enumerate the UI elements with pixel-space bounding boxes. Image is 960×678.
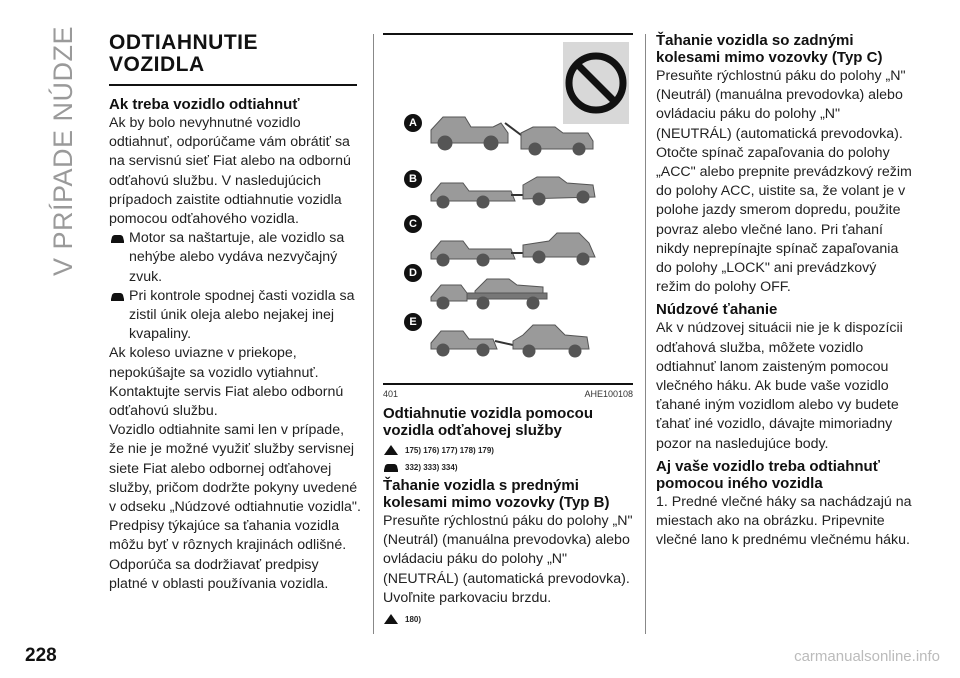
note-references [383,613,633,625]
title-rule [109,84,357,86]
column-left [109,32,361,594]
paragraph: Ak koleso uviazne v priekope, nepokúšajte sa vozidlo vytiahnuť. Kontaktujte servis Fiat alebo odbornú odťahovú službu. [109,345,344,420]
chapter-title-line: ODTIAHNUTIE [109,31,258,54]
paragraph: Vozidlo odtiahnite sami len v prípade, že nie je možné využiť služby servisnej siete Fiat alebo odbornej odťahovej služby, pričom dodržte pokyny uvedené v odseku „Núdzové odtiahnutie vozidla". Predpisy týkajúce sa ťahania vozidla môžu byť v rôznych krajinách odlišné. Odporúča sa dodržiavať predpisy platné v oblasti používania vozidla. [109,422,361,592]
figure-label-e: E [404,313,422,331]
prohibition-icon [563,42,629,124]
section-heading: Ak treba vozidlo odtiahnuť [109,96,300,113]
chapter-title-line: VOZIDLA [109,53,205,76]
section-heading: Odtiahnutie vozidla pomocou vozidla odťahovej služby [383,405,593,439]
warning-item [109,287,361,345]
tow-scene-c [431,233,595,266]
paragraph: 1. Predné vlečné háky sa nachádzajú na miestach ako na obrázku. Pripevnite vlečné lano k prednému vlečnému háku. [656,493,912,549]
figure-label-d: D [404,264,422,282]
towing-illustration [383,35,633,383]
figure-number: 401 [383,389,399,399]
figure-label-b: B [404,170,422,188]
figure-code: AHE100108 [584,389,633,399]
column-middle [383,32,633,629]
paragraph: Ak v núdzovej situácii nie je k dispozícii odťahová služba, môžete vozidlo odtiahnuť lanom zaisteným pomocou vlečného háku. Ak bude vaše vozidlo ťahané iným vozidlom alebo vy budete ťahať iné vozidlo, dávajte mimoriadny pozor na nasledujúce body. [656,320,903,452]
reference-numbers: 175) 176) 177) 178) 179) [405,445,494,455]
section-heading: Aj vaše vozidlo treba odtiahnuť pomocou iného vozidla [656,457,880,492]
paragraph: Presuňte rýchlostnú páku do polohy „N" (Neutrál) (manuálna prevodovka) alebo ovládaciu páku do polohy „N" (NEUTRÁL) (automatická prevodovka). Otočte spínač zapaľovania do polohy „ACC" alebo prepnite prevádzkový režim do polohy ACC, uistite sa, že volant je v polohe jazdy smerom dopredu, použite povraz alebo vlečné lano. Pri ťahaní nikdy neprepínajte spínač zapaľovania do polohy „LOCK" ani prevádzkový režim do polohy OFF. [656,68,912,296]
section-heading: Núdzové ťahanie [656,301,778,319]
column-divider [373,34,374,634]
paragraph: Presuňte rýchlostnú páku do polohy „N" (Neutrál) (manuálna prevodovka) alebo ovládaciu páku do polohy „N" (NEUTRÁL) (automatická prevodovka). Uvoľnite parkovaciu brzdu. [383,513,633,606]
car-warning-icon [110,233,125,244]
warning-item [109,229,361,287]
warning-text: Motor sa naštartuje, ale vozidlo sa nehýbe alebo vydáva nezvyčajný zvuk. [129,230,345,285]
tow-scene-d [431,279,547,309]
watermark: carmanualsonline.info [794,648,940,665]
note-references [383,444,633,456]
car-note-icon [383,461,399,473]
figure-label-a: A [404,114,422,132]
column-right [656,32,912,550]
chapter-side-tab: V PRÍPADE NÚDZE [48,26,78,277]
column-divider [645,34,646,634]
tow-scene-b [431,177,595,208]
reference-numbers: 180) [405,614,422,624]
warning-triangle-icon [383,613,399,625]
tow-scene-e [431,325,589,357]
section-heading: Ťahanie vozidla so zadnými kolesami mimo vozovky (Typ C) [656,32,883,66]
warning-triangle-icon [383,444,399,456]
paragraph: Ak by bolo nevyhnutné vozidlo odtiahnuť, odporúčame vám obrátiť sa na servisnú sieť Fiat alebo na odbornú odťahovú službu. V nasledujúcich prípadoch zaistite odtiahnutie vozidla pomocou odťahového vozidla. [109,115,351,228]
chapter-title [109,32,361,76]
section-heading: Ťahanie vozidla s prednými kolesami mimo vozovky (Typ B) [383,477,610,511]
figure-caption [383,389,633,399]
warning-text: Pri kontrole spodnej časti vozidla sa zistil únik oleja alebo nejakej inej kvapaliny. [129,287,355,343]
note-references [383,461,633,473]
reference-numbers: 332) 333) 334) [405,462,458,472]
page-number: 228 [25,645,57,666]
car-warning-icon [110,291,125,302]
towing-figure [383,33,633,385]
figure-label-c: C [404,215,422,233]
